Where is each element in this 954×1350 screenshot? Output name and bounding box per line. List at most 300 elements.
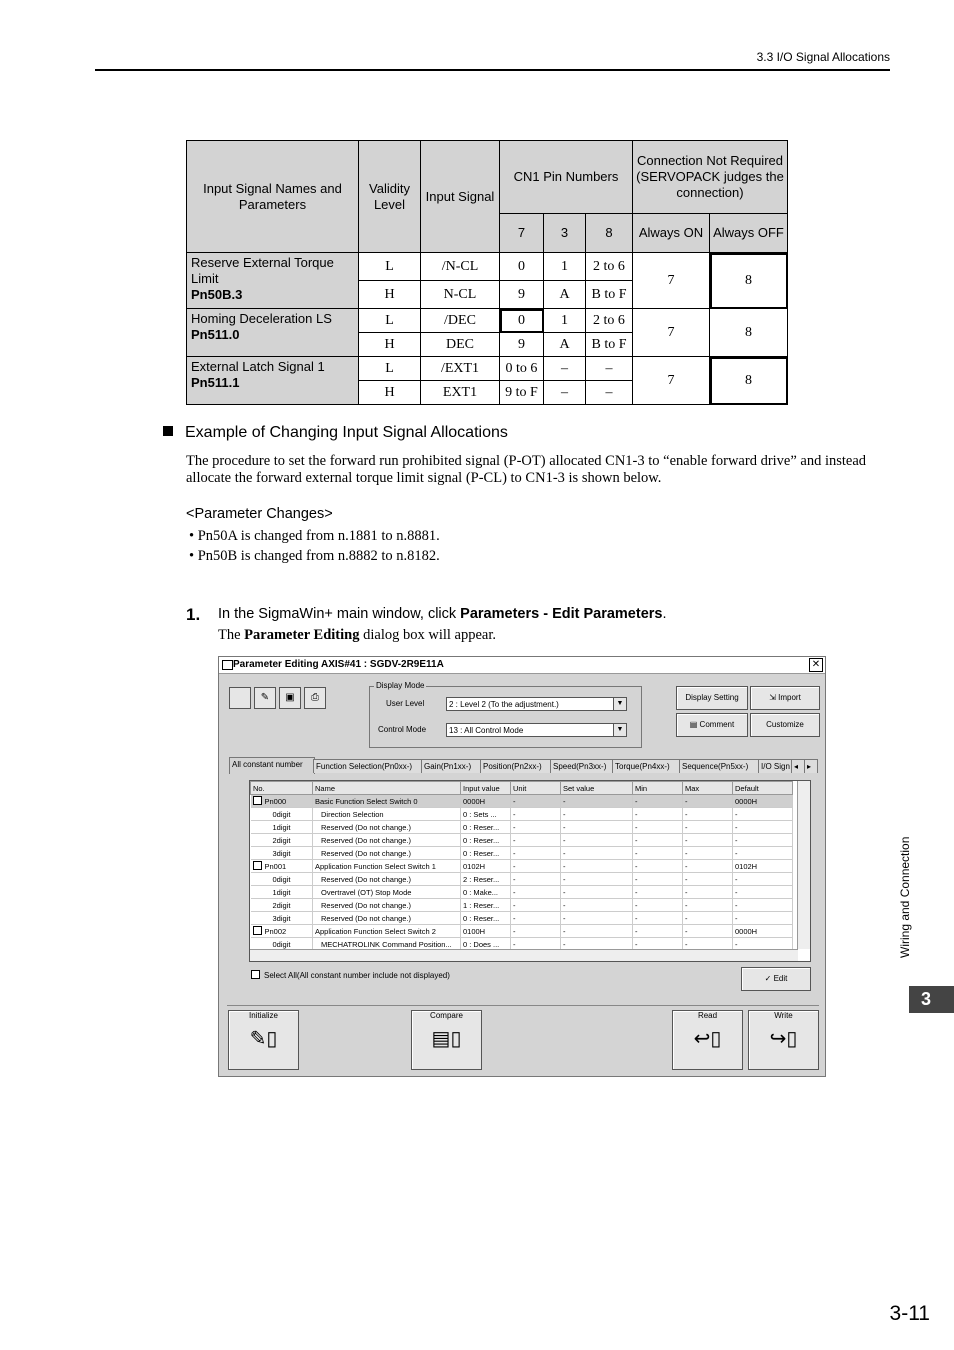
- row-name-text: Application Function Select Switch 1: [315, 861, 436, 871]
- row-name: [313, 821, 461, 834]
- row-min-text: -: [635, 939, 638, 949]
- row-no-text: Pn001: [264, 862, 287, 871]
- step-sub-prefix: The: [218, 627, 245, 643]
- row-default-text: -: [735, 822, 738, 832]
- tab-all-constant[interactable]: All constant number: [229, 757, 315, 774]
- intro-paragraph: The procedure to set the forward run prohibited signal (P-OT) allocated CN1-3 to “enable forward drive” and instead allocate the forward external torque limit signal (P-CL) to CN1-3 is shown below.: [186, 453, 867, 486]
- tab-sequence[interactable]: Sequence(Pn5xx-): [679, 759, 760, 773]
- validity-cell: H: [359, 333, 421, 357]
- row-input-value-text: 0 : Does ...: [463, 939, 500, 949]
- row-no: [251, 860, 313, 873]
- menu-edit-parameters: Edit Parameters: [552, 606, 663, 622]
- row-input-value: [461, 886, 511, 899]
- row-no: [251, 808, 313, 821]
- table-row[interactable]: [251, 834, 793, 847]
- row-name: [313, 847, 461, 860]
- row-name: [313, 925, 461, 938]
- row-set-value-text: -: [563, 926, 566, 936]
- vertical-scrollbar[interactable]: [797, 781, 810, 949]
- col-input-value[interactable]: Input value: [461, 782, 511, 795]
- row-name-text: Application Function Select Switch 2: [315, 926, 436, 936]
- col-set-value[interactable]: Set value: [561, 782, 633, 795]
- write-icon: ↪▯: [769, 1028, 798, 1050]
- compare-button[interactable]: [411, 1010, 482, 1070]
- row-input-value-text: 0 : Reser...: [463, 848, 500, 858]
- step-number: 1.: [186, 605, 201, 624]
- row-no: [251, 886, 313, 899]
- row-unit: [511, 847, 561, 860]
- print-icon[interactable]: ⎙: [304, 687, 326, 709]
- user-level-label: User Level: [386, 699, 425, 708]
- tab-speed[interactable]: Speed(Pn3xx-): [550, 759, 614, 773]
- step-text-suffix: .: [662, 606, 667, 622]
- row-max: [683, 873, 733, 886]
- row-set-value-text: -: [563, 848, 566, 858]
- row-unit: [511, 886, 561, 899]
- row-max-text: -: [685, 861, 688, 871]
- comment-label: Comment: [699, 720, 735, 729]
- row-min: [633, 808, 683, 821]
- row-max: [683, 912, 733, 925]
- row-input-value-text: 0 : Sets ...: [463, 809, 497, 819]
- edit-button[interactable]: [741, 967, 811, 991]
- row-default-text: -: [735, 913, 738, 923]
- row-input-value: [461, 873, 511, 886]
- compare-icon: ▤▯: [431, 1028, 462, 1050]
- row-set-value: [561, 808, 633, 821]
- row-unit-text: -: [513, 900, 516, 910]
- row-unit: [511, 795, 561, 808]
- read-button[interactable]: [672, 1010, 743, 1070]
- input-signal-cell: /DEC: [421, 309, 500, 333]
- row-checkbox[interactable]: [253, 926, 262, 935]
- header-rule: [95, 69, 890, 71]
- row-unit: [511, 860, 561, 873]
- row-max-text: -: [685, 796, 688, 806]
- select-all-checkbox[interactable]: [251, 970, 260, 979]
- display-mode-legend: Display Mode: [376, 681, 425, 690]
- row-min: [633, 912, 683, 925]
- parameter-table: [250, 781, 793, 951]
- row-name: [313, 873, 461, 886]
- initialize-button[interactable]: [228, 1010, 299, 1070]
- row-name-text: Reserved (Do not change.): [321, 848, 412, 858]
- user-level-value: 2 : Level 2 (To the adjustment.): [449, 700, 559, 709]
- save-icon[interactable]: ▣: [279, 687, 301, 709]
- pin8-cell: 2 to 6: [586, 253, 633, 281]
- grid-header-row: [251, 782, 793, 795]
- select-all-label: Select All(All constant number include not displayed): [264, 971, 450, 980]
- import-button[interactable]: [750, 686, 820, 710]
- row-input-value: [461, 795, 511, 808]
- input-signal-cell: /N-CL: [421, 253, 500, 281]
- row-unit-text: -: [513, 913, 516, 923]
- table-row[interactable]: [251, 873, 793, 886]
- row-no-text: 2digit: [272, 835, 291, 845]
- row-max-text: -: [685, 809, 688, 819]
- pin-3-header: 3: [544, 214, 586, 253]
- validity-cell: L: [359, 309, 421, 333]
- row-default: [733, 886, 793, 899]
- row-min: [633, 860, 683, 873]
- validity-cell: H: [359, 381, 421, 405]
- chapter-side-label: Wiring and Connection: [898, 836, 912, 958]
- tab-gain[interactable]: Gain(Pn1xx-): [421, 759, 482, 773]
- input-signal-cell: /EXT1: [421, 357, 500, 381]
- dialog-title: Parameter Editing AXIS#41 : SGDV-2R9E11A: [233, 659, 444, 670]
- row-input-value: [461, 899, 511, 912]
- table-row[interactable]: [251, 886, 793, 899]
- row-name-text: Overtravel (OT) Stop Mode: [321, 887, 412, 897]
- row-no-text: Pn002: [264, 927, 287, 936]
- table-row[interactable]: [251, 847, 793, 860]
- row-no: [251, 899, 313, 912]
- row-input-value-text: 0100H: [463, 926, 486, 936]
- row-min-text: -: [635, 926, 638, 936]
- row-max-text: -: [685, 835, 688, 845]
- square-bullet-icon: [163, 426, 173, 436]
- row-default-text: -: [735, 835, 738, 845]
- row-input-value-text: 0 : Make...: [463, 887, 499, 897]
- row-min: [633, 925, 683, 938]
- page-number: 3-11: [889, 1302, 930, 1325]
- row-unit: [511, 873, 561, 886]
- row-default-text: -: [735, 939, 738, 949]
- row-default-text: -: [735, 874, 738, 884]
- always-off-cell: 8: [710, 357, 788, 405]
- tab-bar: [229, 757, 819, 773]
- running-header: 3.3 I/O Signal Allocations: [756, 50, 890, 64]
- control-mode-select[interactable]: [446, 723, 627, 737]
- pin7-cell: 0: [500, 253, 544, 281]
- menu-separator: -: [539, 606, 553, 622]
- row-default-text: 0000H: [735, 926, 758, 936]
- row-default: [733, 860, 793, 873]
- row-input-value-text: 1 : Reser...: [463, 900, 500, 910]
- parameter-grid: [249, 780, 811, 962]
- col-no[interactable]: No.: [251, 782, 313, 795]
- table-row[interactable]: [251, 795, 793, 808]
- row-min-text: -: [635, 835, 638, 845]
- row-name-text: Basic Function Select Switch 0: [315, 796, 418, 806]
- write-button[interactable]: [748, 1010, 819, 1070]
- always-on-cell: 7: [633, 357, 710, 405]
- row-input-value: [461, 925, 511, 938]
- row-no-text: 0digit: [272, 874, 291, 884]
- row-max: [683, 847, 733, 860]
- close-icon[interactable]: ✕: [809, 658, 823, 672]
- parameter-editing-dialog: [218, 656, 826, 1077]
- row-unit-text: -: [513, 861, 516, 871]
- section-title: [163, 424, 508, 442]
- signal-name: Reserve External Torque Limit: [191, 255, 334, 286]
- tab-function-selection[interactable]: Function Selection(Pn0xx-): [313, 759, 423, 773]
- row-set-value: [561, 834, 633, 847]
- row-default: [733, 847, 793, 860]
- initialize-icon: ✎▯: [249, 1028, 278, 1050]
- row-min-text: -: [635, 887, 638, 897]
- menu-parameters: Parameters: [460, 606, 540, 622]
- row-unit-text: -: [513, 848, 516, 858]
- col-not-required-header: Connection Not Required (SERVOPACK judges the connection): [633, 141, 788, 214]
- col-min[interactable]: Min: [633, 782, 683, 795]
- signal-name-cell: [187, 253, 359, 309]
- row-set-value-text: -: [563, 913, 566, 923]
- row-checkbox[interactable]: [253, 861, 262, 870]
- row-min-text: -: [635, 848, 638, 858]
- chevron-down-icon[interactable]: ▼: [613, 724, 626, 736]
- col-default[interactable]: Default: [733, 782, 793, 795]
- row-no: [251, 912, 313, 925]
- row-min-text: -: [635, 913, 638, 923]
- comment-button[interactable]: [676, 713, 748, 737]
- row-name: [313, 899, 461, 912]
- row-unit-text: -: [513, 874, 516, 884]
- col-unit[interactable]: Unit: [511, 782, 561, 795]
- row-set-value-text: -: [563, 939, 566, 949]
- row-no-text: 1digit: [272, 822, 291, 832]
- row-set-value: [561, 873, 633, 886]
- import-icon: ⇲: [769, 693, 776, 702]
- pin8-cell: –: [586, 357, 633, 381]
- row-unit-text: -: [513, 835, 516, 845]
- row-name: [313, 808, 461, 821]
- row-name: [313, 834, 461, 847]
- pin8-cell: B to F: [586, 281, 633, 309]
- row-name-text: Reserved (Do not change.): [321, 913, 412, 923]
- row-min: [633, 834, 683, 847]
- row-default-text: -: [735, 887, 738, 897]
- row-min: [633, 795, 683, 808]
- row-input-value-text: 2 : Reser...: [463, 874, 500, 884]
- row-default-text: -: [735, 848, 738, 858]
- step-sub-suffix: dialog box will appear.: [359, 627, 496, 643]
- select-all-row[interactable]: [251, 970, 450, 980]
- section-title-text: Example of Changing Input Signal Allocations: [185, 424, 508, 441]
- row-default: [733, 821, 793, 834]
- app-icon: [222, 660, 233, 670]
- initialize-label: Initialize: [249, 1011, 278, 1020]
- chevron-down-icon[interactable]: ▼: [613, 698, 626, 710]
- row-input-value-text: 0 : Reser...: [463, 835, 500, 845]
- step-result: [218, 627, 496, 644]
- row-no: [251, 821, 313, 834]
- col-max[interactable]: Max: [683, 782, 733, 795]
- row-input-value-text: 0 : Reser...: [463, 913, 500, 923]
- row-max: [683, 821, 733, 834]
- row-max-text: -: [685, 926, 688, 936]
- col-validity-header: Validity Level: [359, 141, 421, 253]
- row-default: [733, 925, 793, 938]
- row-name-text: Reserved (Do not change.): [321, 900, 412, 910]
- row-input-value: [461, 912, 511, 925]
- compare-label: Compare: [430, 1011, 463, 1020]
- row-min-text: -: [635, 900, 638, 910]
- always-on-header: Always ON: [633, 214, 710, 253]
- step-instruction: [218, 606, 667, 622]
- validity-cell: H: [359, 281, 421, 309]
- row-default: [733, 808, 793, 821]
- row-no-text: Pn000: [264, 797, 287, 806]
- signal-param: Pn511.0: [191, 327, 240, 342]
- signal-name: Homing Deceleration LS: [191, 311, 332, 326]
- table-row[interactable]: [251, 860, 793, 873]
- col-name[interactable]: Name: [313, 782, 461, 795]
- col-names-header: Input Signal Names and Parameters: [187, 141, 359, 253]
- row-set-value-text: -: [563, 809, 566, 819]
- row-default-text: -: [735, 809, 738, 819]
- row-unit-text: -: [513, 926, 516, 936]
- pin7-cell: 9: [500, 281, 544, 309]
- dialog-name: Parameter Editing: [244, 627, 360, 643]
- col-pins-header: CN1 Pin Numbers: [500, 141, 633, 214]
- row-unit: [511, 834, 561, 847]
- row-no: [251, 925, 313, 938]
- row-max-text: -: [685, 848, 688, 858]
- row-min-text: -: [635, 796, 638, 806]
- row-input-value-text: 0000H: [463, 796, 486, 806]
- tab-scroll-left-icon[interactable]: ◂: [791, 759, 805, 773]
- row-input-value: [461, 847, 511, 860]
- always-off-cell: 8: [710, 309, 788, 357]
- row-set-value-text: -: [563, 861, 566, 871]
- row-set-value: [561, 899, 633, 912]
- pin7-cell: 0: [500, 309, 544, 333]
- row-no-text: 0digit: [272, 939, 291, 949]
- row-set-value: [561, 912, 633, 925]
- row-set-value: [561, 886, 633, 899]
- row-no: [251, 847, 313, 860]
- checkmark-icon: ✓: [764, 974, 772, 983]
- row-set-value-text: -: [563, 900, 566, 910]
- row-no-text: 3digit: [272, 913, 291, 923]
- row-checkbox[interactable]: [253, 796, 262, 805]
- row-min-text: -: [635, 861, 638, 871]
- horizontal-scrollbar[interactable]: [250, 949, 798, 961]
- row-min: [633, 899, 683, 912]
- table-row[interactable]: [251, 821, 793, 834]
- row-unit: [511, 899, 561, 912]
- input-signal-cell: N-CL: [421, 281, 500, 309]
- row-max-text: -: [685, 900, 688, 910]
- tab-scroll-right-icon[interactable]: ▸: [804, 759, 818, 773]
- signal-param: Pn50B.3: [191, 287, 243, 302]
- pin3-cell: A: [544, 281, 586, 309]
- validity-cell: L: [359, 357, 421, 381]
- row-min: [633, 873, 683, 886]
- row-no: [251, 873, 313, 886]
- param-change-item: • Pn50B is changed from n.8882 to n.8182.: [189, 548, 440, 564]
- edit-label: Edit: [773, 974, 788, 983]
- row-default-text: -: [735, 900, 738, 910]
- pin3-cell: A: [544, 333, 586, 357]
- row-max: [683, 808, 733, 821]
- row-min: [633, 821, 683, 834]
- comment-icon: ▤: [689, 720, 698, 729]
- table-row[interactable]: [251, 912, 793, 925]
- row-min-text: -: [635, 822, 638, 832]
- user-level-select[interactable]: [446, 697, 627, 711]
- row-unit-text: -: [513, 809, 516, 819]
- param-changes-title: <Parameter Changes>: [186, 506, 333, 522]
- table-row[interactable]: [251, 808, 793, 821]
- row-set-value-text: -: [563, 822, 566, 832]
- row-name-text: Reserved (Do not change.): [321, 822, 412, 832]
- write-label: Write: [774, 1011, 793, 1020]
- display-mode-group: [369, 681, 642, 748]
- row-max: [683, 834, 733, 847]
- pin7-cell: 9: [500, 333, 544, 357]
- row-input-value: [461, 834, 511, 847]
- tab-torque[interactable]: Torque(Pn4xx-): [612, 759, 681, 773]
- pin3-cell: –: [544, 381, 586, 405]
- row-max-text: -: [685, 939, 688, 949]
- row-max: [683, 795, 733, 808]
- always-off-cell: 8: [710, 253, 788, 309]
- row-unit-text: -: [513, 796, 516, 806]
- signal-param: Pn511.1: [191, 375, 240, 390]
- row-no-text: 0digit: [272, 809, 291, 819]
- signal-name-cell: [187, 309, 359, 357]
- edit-toolbar-icon[interactable]: ✎: [254, 687, 276, 709]
- row-unit: [511, 821, 561, 834]
- row-min-text: -: [635, 874, 638, 884]
- row-set-value: [561, 795, 633, 808]
- read-icon: ↩▯: [693, 1028, 722, 1050]
- row-unit-text: -: [513, 939, 516, 949]
- row-input-value: [461, 821, 511, 834]
- validity-cell: L: [359, 253, 421, 281]
- customize-button[interactable]: Customize: [750, 713, 820, 737]
- row-set-value-text: -: [563, 874, 566, 884]
- tab-position[interactable]: Position(Pn2xx-): [480, 759, 552, 773]
- row-max: [683, 925, 733, 938]
- row-name: [313, 886, 461, 899]
- row-max: [683, 899, 733, 912]
- row-default: [733, 873, 793, 886]
- row-set-value: [561, 847, 633, 860]
- io-signal-table: [186, 140, 788, 405]
- input-signal-cell: DEC: [421, 333, 500, 357]
- always-on-cell: 7: [633, 253, 710, 309]
- row-default: [733, 834, 793, 847]
- control-mode-value: 13 : All Control Mode: [449, 726, 524, 735]
- row-no: [251, 834, 313, 847]
- row-min: [633, 847, 683, 860]
- table-row[interactable]: [251, 899, 793, 912]
- chapter-tab: 3: [909, 986, 954, 1013]
- pin3-cell: 1: [544, 309, 586, 333]
- row-unit-text: -: [513, 822, 516, 832]
- row-name-text: Reserved (Do not change.): [321, 835, 412, 845]
- import-label: Import: [778, 693, 801, 702]
- input-signal-cell: EXT1: [421, 381, 500, 405]
- row-min-text: -: [635, 809, 638, 819]
- row-name-text: Direction Selection: [321, 809, 384, 819]
- row-set-value-text: -: [563, 835, 566, 845]
- display-setting-button[interactable]: Display Setting: [676, 686, 748, 710]
- row-no-text: 1digit: [272, 887, 291, 897]
- row-set-value: [561, 821, 633, 834]
- blank-toolbar-button[interactable]: [229, 687, 251, 709]
- pin-8-header: 8: [586, 214, 633, 253]
- row-unit: [511, 808, 561, 821]
- pin7-cell: 0 to 6: [500, 357, 544, 381]
- always-on-cell: 7: [633, 309, 710, 357]
- tab-io-signal[interactable]: I/O Sign: [758, 759, 794, 773]
- table-row[interactable]: [251, 925, 793, 938]
- pin8-cell: –: [586, 381, 633, 405]
